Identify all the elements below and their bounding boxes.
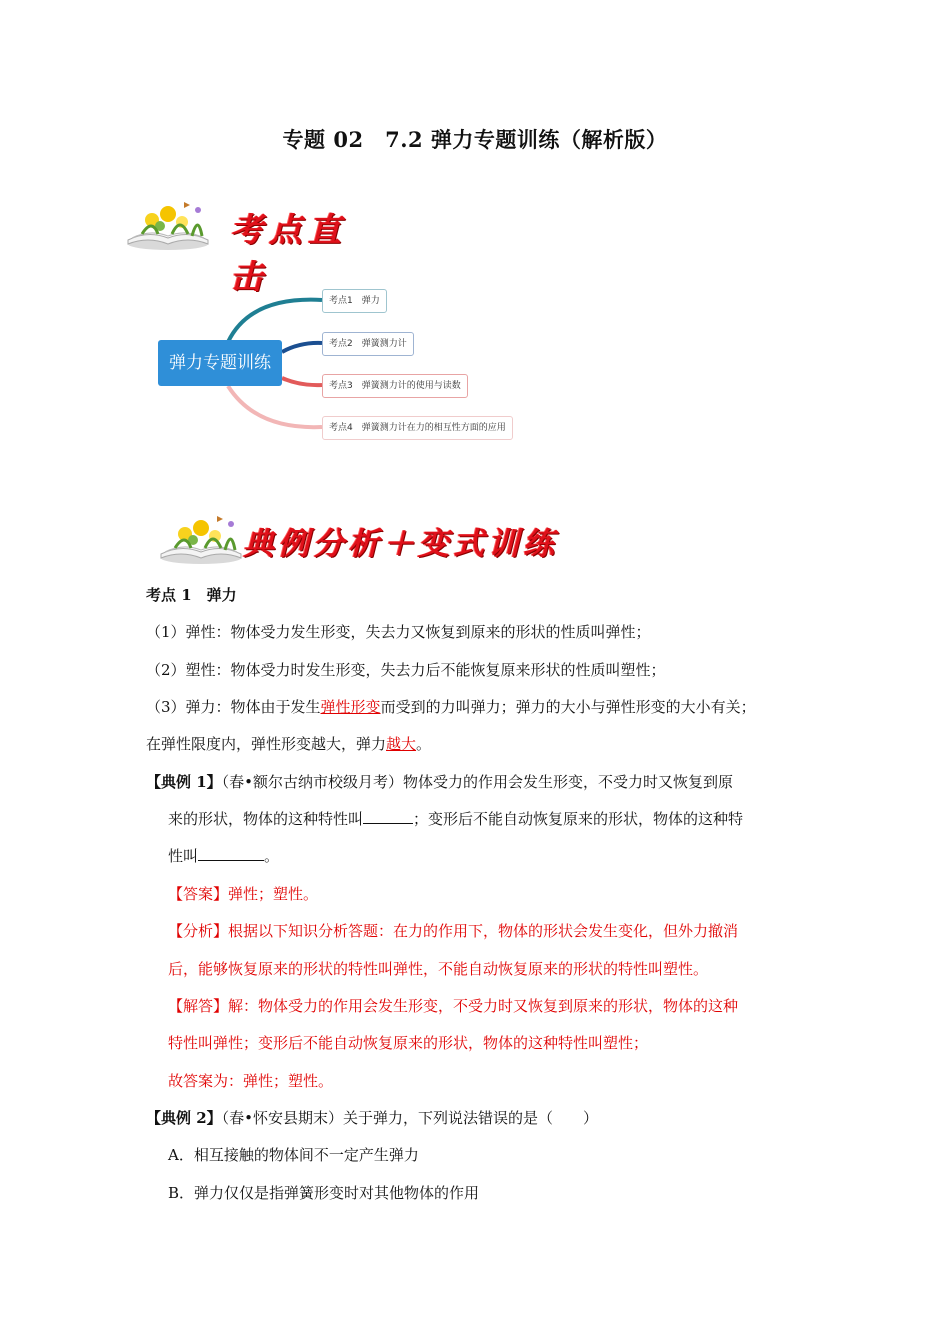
- example-1-line-3: [168, 846, 279, 866]
- point-4-c: 。: [416, 735, 432, 753]
- example-1-stem-3b: 。: [264, 847, 280, 865]
- example-2-option-a[interactable]: A．相互接触的物体间不一定产生弹力: [168, 1146, 419, 1164]
- example-1-stem-2b: ；变形后不能自动恢复原来的形状，物体的这种特: [413, 810, 744, 828]
- mindmap-connectors: [0, 0, 950, 460]
- example-1-analysis-2: 后，能够恢复原来的形状的特性叫弹性，不能自动恢复原来的形状的特性叫塑性。: [168, 960, 709, 978]
- banner-dianli: [155, 508, 575, 570]
- book-flower-icon: [155, 510, 247, 566]
- answer-text: 弹性；塑性。: [228, 885, 319, 903]
- mindmap-node-3: 考点3 弹簧测力计的使用与读数: [322, 374, 468, 398]
- example-1-line-2: [168, 809, 743, 829]
- analysis-text-1: 根据以下知识分析答题：在力的作用下，物体的形状会发生变化，但外力撤消: [228, 922, 739, 940]
- answer-tag: 【答案】: [168, 885, 229, 903]
- example-2-option-b[interactable]: B．弹力仅仅是指弹簧形变时对其他物体的作用: [168, 1184, 480, 1202]
- example-1-solution-2: 特性叫弹性；变形后不能自动恢复原来的形状，物体的这种特性叫塑性；: [168, 1034, 649, 1052]
- example-2-line-1: [146, 1108, 598, 1128]
- solution-text-1: 解：物体受力的作用会发生形变，不受力时又恢复到原来的形状，物体的这种: [228, 997, 739, 1015]
- mindmap-node-2: 考点2 弹簧测力计: [322, 332, 414, 356]
- point-3-c: 而受到的力叫弹力；弹力的大小与弹性形变的大小有关；: [380, 698, 756, 716]
- example-1-solution-1: [168, 996, 738, 1016]
- analysis-tag: 【分析】: [168, 922, 229, 940]
- banner-dianli-text: 典例分析＋变式训练: [243, 526, 558, 562]
- solution-tag: 【解答】: [168, 997, 229, 1015]
- section-heading: 考点 1 弹力: [146, 586, 237, 604]
- point-4: [146, 734, 431, 754]
- example-2-tag: 【典例 2】: [146, 1109, 222, 1127]
- answer-blank-1[interactable]: [363, 809, 413, 824]
- point-3-a: （3）弹力：物体由于发生: [146, 698, 321, 716]
- mindmap-node-4: 考点4 弹簧测力计在力的相互性方面的应用: [322, 416, 513, 440]
- point-3-highlight: 弹性形变: [320, 698, 381, 716]
- example-1-tag: 【典例 1】: [146, 773, 222, 791]
- point-2: （2）塑性：物体受力时发生形变，失去力后不能恢复原来形状的性质叫塑性；: [146, 661, 666, 679]
- example-2-stem: （春•怀安县期末）关于弹力，下列说法错误的是（ ）: [221, 1109, 599, 1127]
- example-1-stem-1: （春•额尔古纳市校级月考）物体受力的作用会发生形变，不受力时又恢复到原: [221, 773, 734, 791]
- mindmap-root: 弹力专题训练: [158, 340, 282, 386]
- document-title: 专题 02 7.2 弹力专题训练（解析版）: [282, 127, 668, 152]
- point-3: [146, 697, 756, 717]
- mindmap-node-1: 考点1 弹力: [322, 289, 387, 313]
- example-1-stem-3a: 性叫: [168, 847, 199, 865]
- banner-kaodian-text: 考点直击: [230, 210, 347, 296]
- example-1-line-1: [146, 772, 733, 792]
- example-1-solution-3: 故答案为：弹性；塑性。: [168, 1072, 334, 1090]
- example-1-answer: [168, 884, 318, 904]
- point-1: （1）弹性：物体受力发生形变，失去力又恢复到原来的形状的性质叫弹性；: [146, 623, 651, 641]
- point-4-a: 在弹性限度内，弹性形变越大，弹力: [146, 735, 387, 753]
- point-4-highlight: 越大: [386, 735, 417, 753]
- example-1-stem-2a: 来的形状，物体的这种特性叫: [168, 810, 364, 828]
- answer-blank-2[interactable]: [198, 846, 264, 861]
- example-1-analysis-1: [168, 921, 738, 941]
